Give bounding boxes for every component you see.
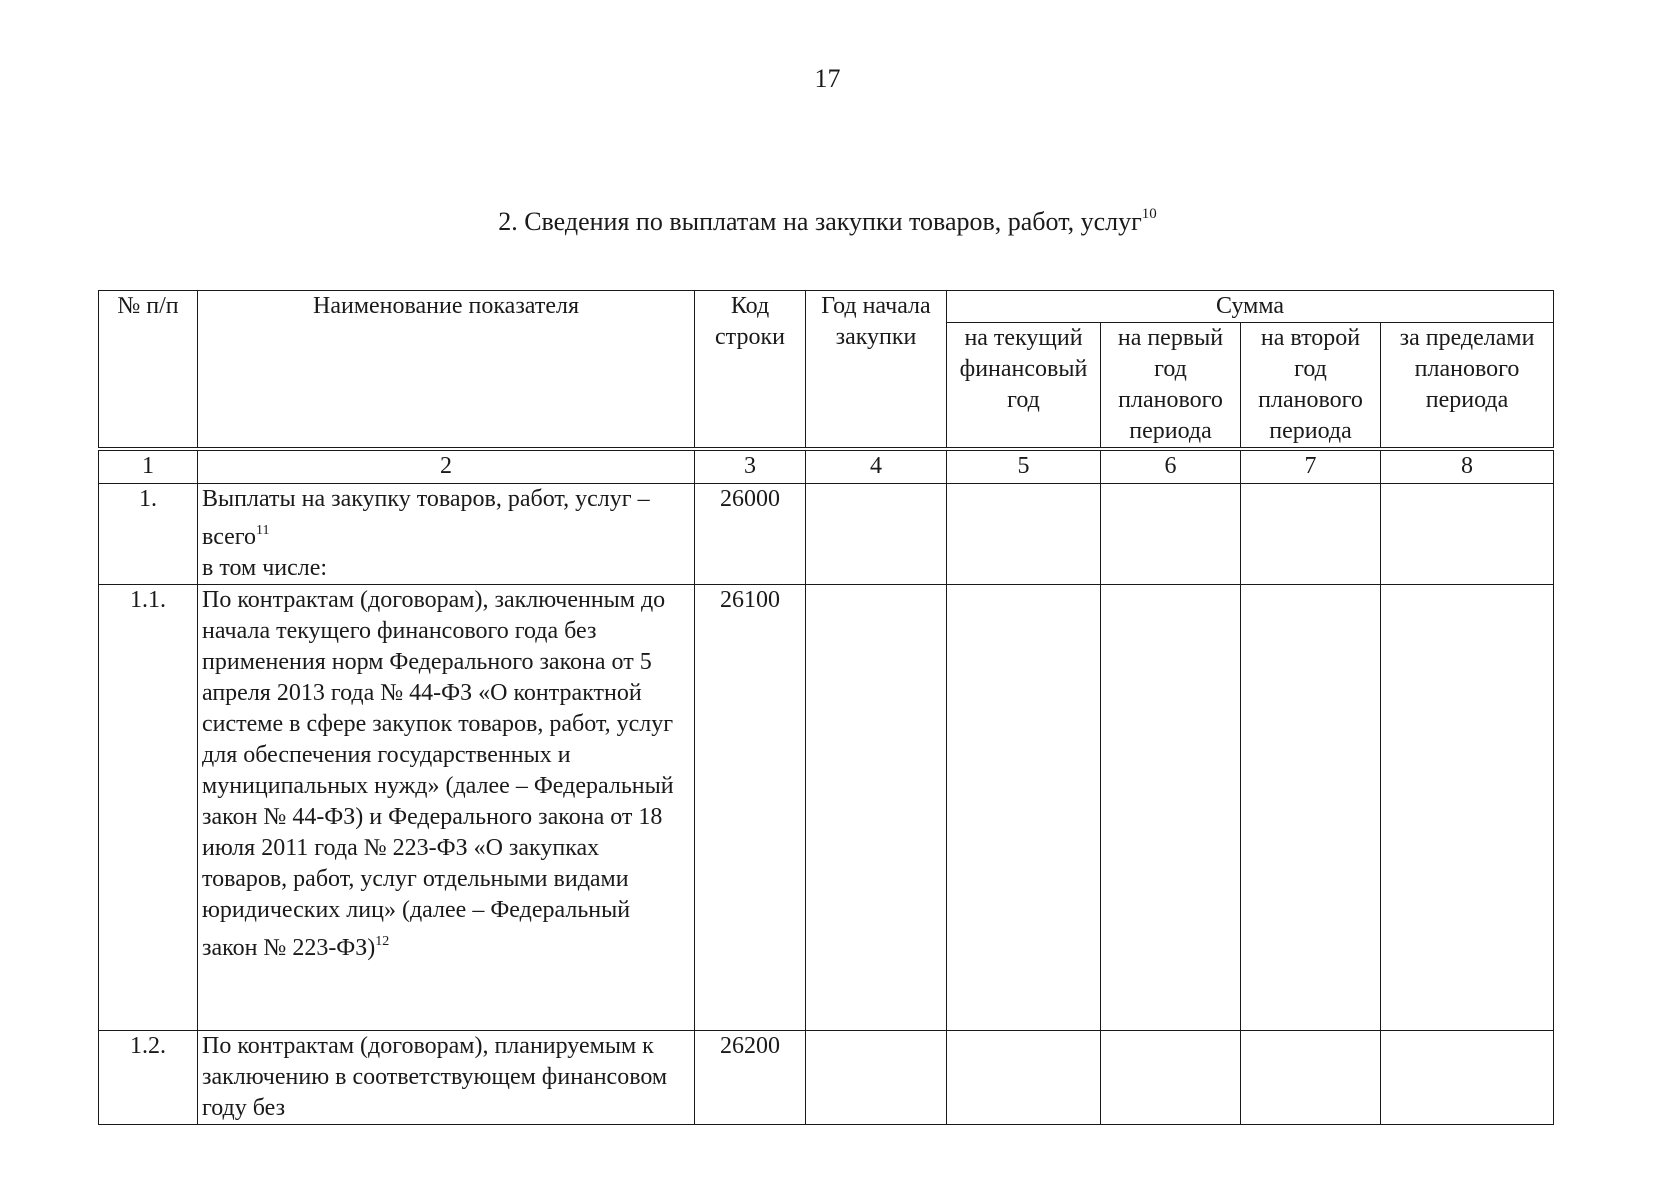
column-number: 8 <box>1381 449 1554 484</box>
cell-sum-beyond[interactable] <box>1381 484 1554 585</box>
header-num: № п/п <box>99 291 198 450</box>
column-number-row <box>99 449 1554 484</box>
payments-table <box>98 290 1554 1125</box>
cell-sum-first[interactable] <box>1101 585 1241 1031</box>
row-code: 26100 <box>695 585 806 1031</box>
column-number: 1 <box>99 449 198 484</box>
row-code: 26200 <box>695 1031 806 1125</box>
row-number: 1.1. <box>99 585 198 1031</box>
header-code: Код строки <box>695 291 806 450</box>
document-title <box>0 206 1655 237</box>
header-year: Год начала закупки <box>806 291 947 450</box>
row-footnote: 11 <box>256 523 270 538</box>
cell-year[interactable] <box>806 1031 947 1125</box>
column-number: 3 <box>695 449 806 484</box>
column-number: 7 <box>1241 449 1381 484</box>
column-number: 5 <box>947 449 1101 484</box>
header-name: Наименование показателя <box>198 291 695 450</box>
row-code: 26000 <box>695 484 806 585</box>
header-sum-beyond-plan: за пределами планового периода <box>1381 323 1554 450</box>
row-name-text: Выплаты на закупку товаров, работ, услуг – всего <box>202 486 650 550</box>
row-number: 1. <box>99 484 198 585</box>
page-number: 17 <box>814 64 841 93</box>
row-name <box>198 585 695 1031</box>
cell-sum-second[interactable] <box>1241 1031 1381 1125</box>
table-row <box>99 585 1554 1031</box>
cell-year[interactable] <box>806 484 947 585</box>
cell-sum-second[interactable] <box>1241 585 1381 1031</box>
row-name-suffix: в том числе: <box>202 555 328 581</box>
column-number: 6 <box>1101 449 1241 484</box>
row-footnote: 12 <box>375 934 390 949</box>
cell-sum-beyond[interactable] <box>1381 585 1554 1031</box>
title-footnote: 10 <box>1141 206 1157 222</box>
row-name <box>198 1031 695 1125</box>
cell-sum-beyond[interactable] <box>1381 1031 1554 1125</box>
cell-sum-current[interactable] <box>947 585 1101 1031</box>
row-number: 1.2. <box>99 1031 198 1125</box>
cell-sum-current[interactable] <box>947 484 1101 585</box>
column-number: 2 <box>198 449 695 484</box>
column-number: 4 <box>806 449 947 484</box>
header-sum-first-plan-year: на первый год планового периода <box>1101 323 1241 450</box>
row-name-text: По контрактам (договорам), планируемым к заключению в соответствующем финансовом году без <box>202 1033 668 1121</box>
header-row <box>99 291 1554 323</box>
header-sum-second-plan-year: на второй год планового периода <box>1241 323 1381 450</box>
table-row <box>99 484 1554 585</box>
cell-sum-first[interactable] <box>1101 1031 1241 1125</box>
row-name-text: По контрактам (договорам), заключенным до начала текущего финансового года без применения норм Федерального закона от 5 апреля 2013 года № 44-ФЗ «О контрактной системе в сфере закупок товаров, работ, услуг для обеспечения государственных и муниципальных нужд» (далее – Федеральный закон № 44-ФЗ) и Федерального закона от 18 июля 2011 года № 223-ФЗ «О закупках товаров, работ, услуг отдельными видами юридических лиц» (далее – Федеральный закон № 223-ФЗ) <box>202 587 674 961</box>
cell-sum-second[interactable] <box>1241 484 1381 585</box>
header-sum-current-year: на текущий финансовый год <box>947 323 1101 450</box>
table-row <box>99 1031 1554 1125</box>
title-text: 2. Сведения по выплатам на закупки товаров, работ, услуг <box>498 207 1142 236</box>
cell-sum-current[interactable] <box>947 1031 1101 1125</box>
cell-year[interactable] <box>806 585 947 1031</box>
cell-sum-first[interactable] <box>1101 484 1241 585</box>
row-name <box>198 484 695 585</box>
header-sum: Сумма <box>947 291 1554 323</box>
